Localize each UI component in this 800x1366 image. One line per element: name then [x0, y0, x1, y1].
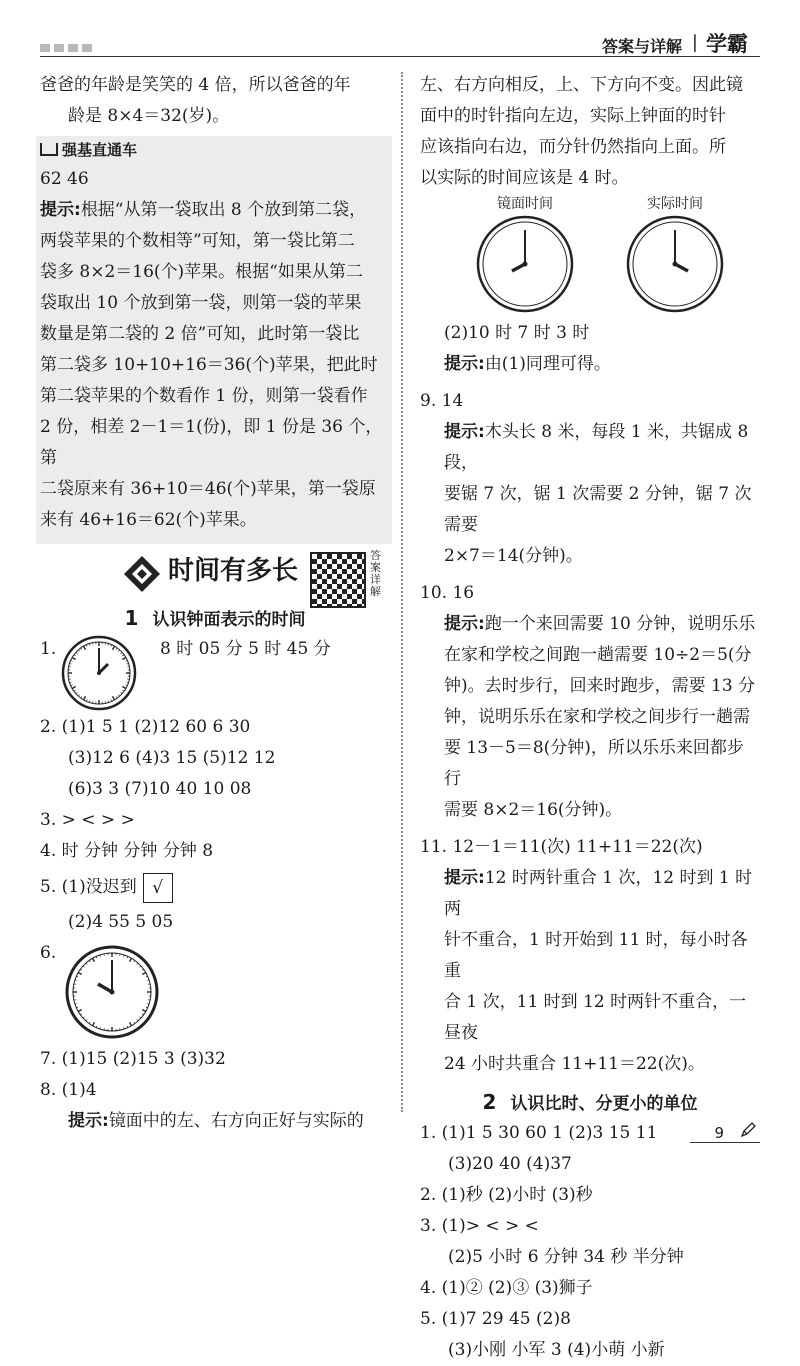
- q8: 8. (1)4: [40, 1075, 390, 1106]
- section-title: [40, 550, 390, 602]
- q2-line-3: (6)3 3 (7)10 40 10 08: [40, 774, 390, 805]
- q10-hint-line-1: 在家和学校之间跑一趟需要 10÷2＝5(分: [420, 640, 760, 671]
- q4: 4. 时 分钟 分钟 分钟 8: [40, 836, 390, 867]
- q10: 10. 16: [420, 578, 760, 609]
- mirror-clock: [475, 194, 575, 314]
- right-column: [420, 70, 760, 1366]
- s2-line-1: (3)20 40 (4)37: [420, 1149, 760, 1180]
- q1-row: [40, 634, 390, 712]
- q2-line-1: 2. (1)1 5 1 (2)12 60 6 30: [40, 712, 390, 743]
- intro-line-1: 爸爸的年龄是笑笑的 4 倍，所以爸爸的年: [40, 70, 390, 101]
- q5-line-2: (2)4 55 5 05: [40, 907, 390, 938]
- q9-hint-line-2: 2×7＝14(分钟)。: [420, 541, 760, 572]
- box-hint-line-1: 两袋苹果的个数相等”可知，第一袋比第二: [40, 226, 388, 257]
- cont-line-1: 左、右方向相反，上、下方向不变。因此镜: [420, 70, 760, 101]
- q11-hint-text-0: 12 时两针重合 1 次，12 时到 1 时两: [444, 868, 752, 919]
- q9-hint-line-0: [420, 417, 760, 479]
- pencil-icon: [740, 1122, 756, 1138]
- q11: 11. 12－1＝11(次) 11+11＝22(次): [420, 832, 760, 863]
- q6-row: [40, 938, 390, 1040]
- q1-number: 1.: [40, 634, 60, 665]
- q5-text: 5. (1)没迟到: [40, 877, 137, 897]
- s2-line-0: 1. (1)1 5 30 60 1 (2)3 15 11: [420, 1118, 760, 1149]
- section-title-text: 时间有多长: [168, 556, 298, 587]
- box-hint-label: 提示:: [40, 200, 81, 220]
- box-title-text: 强基直通车: [62, 141, 137, 159]
- q11-hint-line-3: 24 小时共重合 11+11＝22(次)。: [420, 1049, 760, 1080]
- header-separator: |: [692, 32, 698, 53]
- subsection-2-text: 认识比时、分更小的单位: [510, 1094, 697, 1114]
- book-icon: [40, 143, 58, 156]
- box-hint-line-3: 袋取出 10 个放到第一袋，则第一袋的苹果: [40, 288, 388, 319]
- q3: 3. > < > >: [40, 805, 390, 836]
- q8b-hint: [420, 349, 760, 380]
- q8b-hint-label: 提示:: [444, 354, 485, 374]
- box-hint-line-0: [40, 195, 388, 226]
- column-divider: [401, 72, 403, 1112]
- qr-code[interactable]: [310, 552, 366, 608]
- intro-line-2: 龄是 8×4＝32(岁)。: [40, 101, 390, 132]
- s2-line-7: (3)小刚 小军 3 (4)小萌 小新: [420, 1335, 760, 1366]
- s2-line-4: (2)5 小时 6 分钟 34 秒 半分钟: [420, 1242, 760, 1273]
- q2-line-2: (3)12 6 (4)3 15 (5)12 12: [40, 743, 390, 774]
- q8-hint-text: 镜面中的左、右方向正好与实际的: [109, 1111, 364, 1131]
- q9-hint-line-1: 要锯 7 次，锯 1 次需要 2 分钟，锯 7 次需要: [420, 479, 760, 541]
- q8b-hint-text: 由(1)同理可得。: [485, 354, 611, 374]
- box-hint-line-2: 袋多 8×2＝16(个)苹果。根据“如果从第二: [40, 257, 388, 288]
- mirror-clock-label: 镜面时间: [475, 194, 575, 214]
- q8-hint: [40, 1106, 390, 1137]
- q10-hint-text-0: 跑一个来回需要 10 分钟，说明乐乐: [485, 614, 755, 634]
- cont-line-2: 面中的时针指向左边，实际上钟面的时针: [420, 101, 760, 132]
- q11-hint-line-1: 针不重合，1 时开始到 11 时，每小时各重: [420, 925, 760, 987]
- clock-icon-mirror: [475, 214, 575, 314]
- header-title: 答案与详解: [602, 34, 682, 57]
- cont-line-3: 应该指向右边，而分针仍然指向上面。所: [420, 132, 760, 163]
- footer-rule: [690, 1142, 760, 1143]
- q10-hint-line-0: [420, 609, 760, 640]
- q7: 7. (1)15 (2)15 3 (3)32: [40, 1044, 390, 1075]
- q11-hint-label: 提示:: [444, 868, 485, 888]
- checkmark-box: √: [143, 873, 173, 903]
- header-decoration: [40, 44, 92, 52]
- clock-icon-q1: [60, 634, 138, 712]
- box-hint-line-5: 第二袋多 10+10+16＝36(个)苹果，把此时: [40, 350, 388, 381]
- q8-hint-label: 提示:: [68, 1111, 109, 1131]
- actual-clock-label: 实际时间: [625, 194, 725, 214]
- s2-line-6: 5. (1)7 29 45 (2)8: [420, 1304, 760, 1335]
- header-rule: [40, 56, 760, 57]
- clock-icon-actual: [625, 214, 725, 314]
- box-title: [40, 136, 388, 164]
- box-hint-line-7: 2 份，相差 2－1＝1(份)，即 1 份是 36 个，第: [40, 412, 388, 474]
- s2-line-2: 2. (1)秒 (2)小时 (3)秒: [420, 1180, 760, 1211]
- subsection-1-text: 认识钟面表示的时间: [152, 610, 305, 630]
- s2-line-5: 4. (1)② (2)③ (3)狮子: [420, 1273, 760, 1304]
- cont-line-4: 以实际的时间应该是 4 时。: [420, 163, 760, 194]
- q9-hint-text-0: 木头长 8 米，每段 1 米，共锯成 8 段，: [444, 422, 748, 473]
- box-answer: 62 46: [40, 164, 388, 195]
- box-hint-text-0: 根据“从第一袋取出 8 个放到第二袋，: [81, 200, 366, 220]
- subsection-1-number: 1: [125, 606, 139, 630]
- box-hint-line-4: 数量是第二袋的 2 倍”可知，此时第一袋比: [40, 319, 388, 350]
- header-brand: 学霸: [706, 28, 748, 58]
- left-column: [40, 70, 390, 1137]
- box-hint-line-9: 来有 46+16＝62(个)苹果。: [40, 505, 388, 536]
- q10-hint-line-4: 要 13－5＝8(分钟)，所以乐乐来回都步行: [420, 733, 760, 795]
- q1-answer: 8 时 05 分 5 时 45 分: [160, 634, 331, 665]
- q10-hint-line-2: 钟)。去时步行，回来时跑步，需要 13 分: [420, 671, 760, 702]
- page-number: 9: [714, 1124, 724, 1142]
- q9: 9. 14: [420, 386, 760, 417]
- clock-icon-q6: [64, 944, 160, 1040]
- q9-hint-label: 提示:: [444, 422, 485, 442]
- q10-hint-label: 提示:: [444, 614, 485, 634]
- subsection-2-title: [420, 1086, 760, 1118]
- s2-line-3: 3. (1)> < > <: [420, 1211, 760, 1242]
- subsection-2-number: 2: [483, 1090, 497, 1114]
- q11-hint-line-2: 合 1 次，11 时到 12 时两针不重合，一昼夜: [420, 987, 760, 1049]
- actual-clock: [625, 194, 725, 314]
- practice-box: [36, 136, 392, 544]
- q6-number: 6.: [40, 938, 64, 969]
- box-hint-line-6: 第二袋苹果的个数看作 1 份，则第一袋看作: [40, 381, 388, 412]
- pinwheel-icon: [124, 556, 160, 592]
- q5-line-1: [40, 867, 390, 907]
- box-hint-line-8: 二袋原来有 36+10＝46(个)苹果，第一袋原: [40, 474, 388, 505]
- qr-label: 答案详解: [370, 550, 386, 598]
- q10-hint-line-5: 需要 8×2＝16(分钟)。: [420, 795, 760, 826]
- page-header: [0, 0, 800, 60]
- mirror-clocks: [450, 194, 750, 314]
- q11-hint-line-0: [420, 863, 760, 925]
- q10-hint-line-3: 钟，说明乐乐在家和学校之间步行一趟需: [420, 702, 760, 733]
- q8b: (2)10 时 7 时 3 时: [420, 318, 760, 349]
